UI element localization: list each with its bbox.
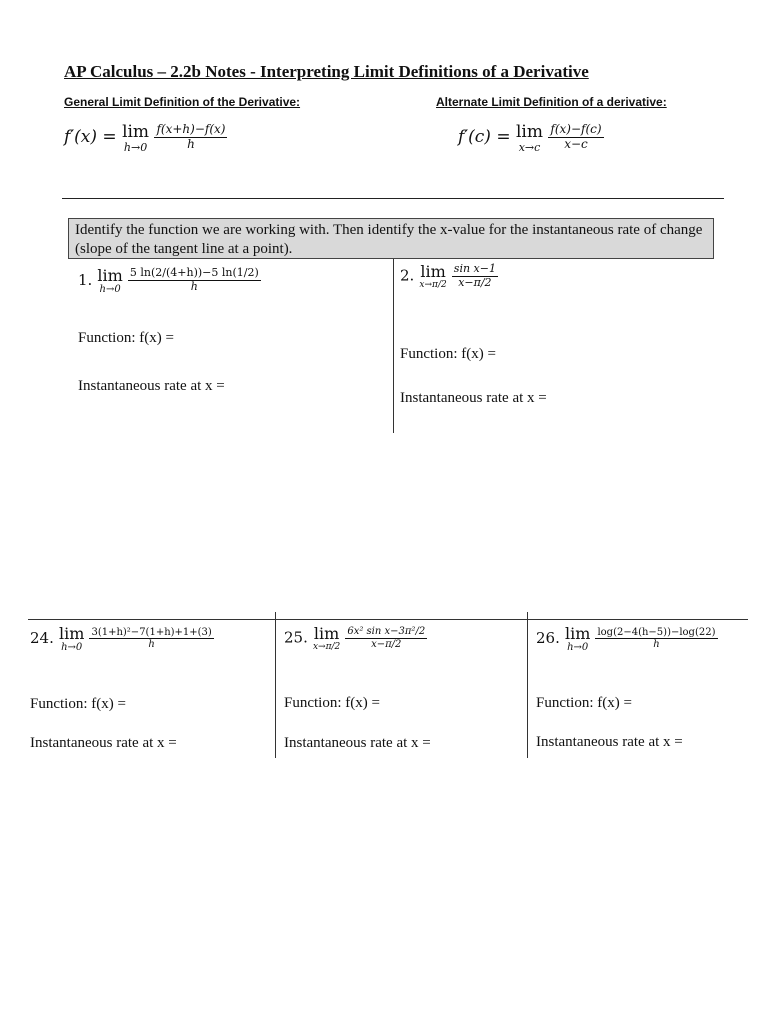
lim-text: lim bbox=[58, 624, 85, 643]
lim-subscript: x→π/2 bbox=[419, 280, 447, 290]
problem-fraction bbox=[452, 263, 498, 289]
fraction-denominator: h bbox=[148, 639, 155, 650]
problem-number: 26. bbox=[536, 629, 560, 647]
fraction-numerator: log(2−4(h−5))−log(22) bbox=[597, 626, 716, 638]
problem-1-rate-label: Instantaneous rate at x = bbox=[78, 378, 225, 394]
problem-fraction bbox=[89, 627, 213, 651]
column-divider bbox=[275, 612, 276, 758]
problem-2-limit bbox=[400, 262, 498, 290]
problem-2-function-label: Function: f(x) = bbox=[400, 346, 496, 362]
lim-text: lim bbox=[420, 262, 446, 281]
fraction-numerator: f(x+h)−f(x) bbox=[156, 122, 226, 137]
formula-lhs: f′(c) = bbox=[458, 127, 511, 147]
fraction-denominator: x−c bbox=[564, 137, 588, 151]
problem-1-function-label: Function: f(x) = bbox=[78, 330, 174, 346]
problem-26-rate-label: Instantaneous rate at x = bbox=[536, 734, 683, 750]
alternate-definition-label: Alternate Limit Definition of a derivative: bbox=[436, 95, 667, 109]
column-divider bbox=[527, 612, 528, 758]
fraction-denominator: h bbox=[190, 280, 198, 293]
problem-number: 1. bbox=[78, 271, 93, 289]
fraction-numerator: sin x−1 bbox=[453, 261, 496, 275]
fraction-numerator: 3(1+h)²−7(1+h)+1+(3) bbox=[91, 626, 212, 638]
alternate-derivative-formula bbox=[458, 122, 604, 153]
problem-24-function-label: Function: f(x) = bbox=[30, 696, 126, 712]
fraction-denominator: h bbox=[653, 639, 660, 650]
lim-subscript: h→0 bbox=[61, 642, 83, 653]
lim-subscript: h→0 bbox=[567, 642, 589, 653]
problem-24-limit bbox=[30, 624, 214, 653]
limit-operator bbox=[419, 262, 446, 290]
general-definition-label: General Limit Definition of the Derivative: bbox=[64, 95, 301, 109]
column-divider bbox=[393, 259, 394, 433]
fraction-denominator: h bbox=[187, 137, 195, 151]
lim-text: lim bbox=[516, 122, 543, 142]
problem-number: 25. bbox=[284, 628, 308, 647]
problem-fraction bbox=[345, 626, 427, 650]
lim-subscript: h→0 bbox=[99, 284, 121, 295]
problem-25-rate-label: Instantaneous rate at x = bbox=[284, 735, 431, 751]
limit-operator bbox=[59, 624, 84, 653]
lim-text: lim bbox=[564, 624, 591, 643]
problem-2-rate-label: Instantaneous rate at x = bbox=[400, 390, 547, 406]
lim-text: lim bbox=[97, 266, 123, 285]
general-derivative-formula bbox=[64, 122, 227, 153]
formula-lhs: f′(x) = bbox=[64, 127, 117, 147]
fraction-numerator: 6x² sin x−3π²/2 bbox=[347, 626, 426, 637]
problem-25-limit bbox=[284, 624, 427, 652]
limit-operator bbox=[313, 624, 340, 652]
problem-26-limit bbox=[536, 624, 718, 653]
formula-fraction bbox=[154, 123, 227, 152]
limit-operator bbox=[97, 266, 122, 295]
problem-number: 24. bbox=[30, 629, 54, 647]
problem-number: 2. bbox=[400, 266, 415, 285]
problem-25-function-label: Function: f(x) = bbox=[284, 695, 380, 711]
page-title: AP Calculus – 2.2b Notes - Interpreting Limit Definitions of a Derivative bbox=[64, 62, 589, 81]
lim-subscript: x→π/2 bbox=[312, 642, 341, 652]
fraction-denominator: x−π/2 bbox=[371, 638, 402, 650]
instructions-box: Identify the function we are working with. Then identify the x-value for the instantaneous rate of change (slope of the tangent line at a point). bbox=[68, 218, 714, 259]
formula-fraction bbox=[548, 123, 603, 152]
limit-operator bbox=[516, 122, 543, 153]
bottom-row-divider bbox=[28, 619, 748, 620]
fraction-numerator: 5 ln(2/(4+h))−5 ln(1/2) bbox=[129, 266, 259, 280]
lim-subscript: h→0 bbox=[123, 141, 148, 154]
lim-subscript: x→c bbox=[518, 141, 541, 154]
problem-1-limit bbox=[78, 266, 261, 295]
fraction-numerator: f(x)−f(c) bbox=[550, 122, 602, 137]
problem-24-rate-label: Instantaneous rate at x = bbox=[30, 735, 177, 751]
limit-operator bbox=[565, 624, 590, 653]
problem-fraction bbox=[595, 627, 717, 651]
fraction-denominator: x−π/2 bbox=[458, 275, 492, 289]
problem-26-function-label: Function: f(x) = bbox=[536, 695, 632, 711]
lim-text: lim bbox=[313, 624, 340, 643]
section-divider bbox=[62, 198, 724, 199]
problem-fraction bbox=[128, 267, 261, 293]
limit-operator bbox=[122, 122, 149, 153]
lim-text: lim bbox=[122, 122, 150, 142]
